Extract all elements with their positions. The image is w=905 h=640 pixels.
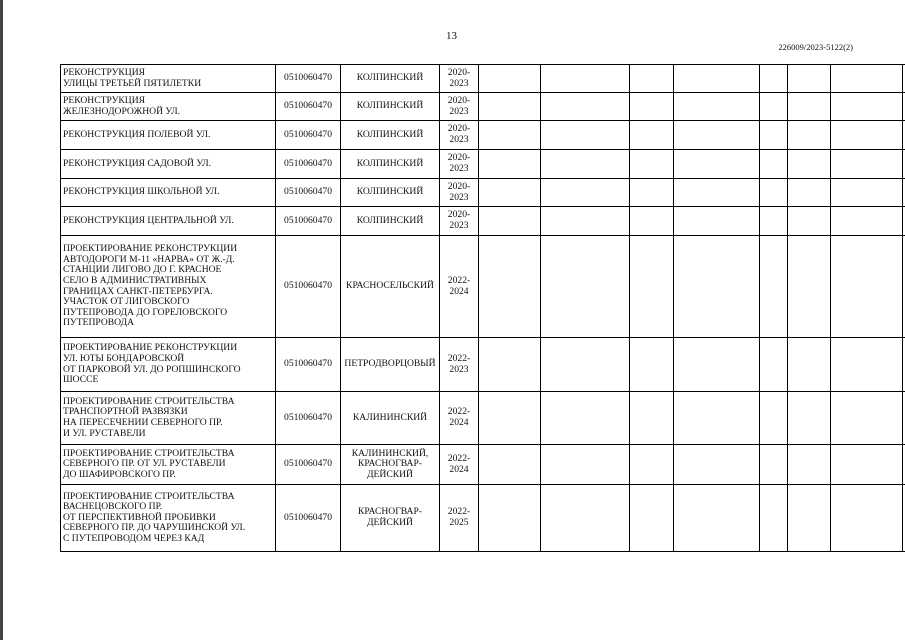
period-cell	[440, 150, 479, 179]
budget-code-cell: 0510060470	[276, 338, 341, 392]
empty-cell	[831, 65, 903, 93]
district-cell	[341, 338, 440, 392]
empty-cell	[831, 150, 903, 179]
project-name-cell-line: ОТ ПЕРСПЕКТИВНОЙ ПРОБИВКИ	[63, 511, 216, 523]
empty-cell	[630, 392, 674, 445]
project-name-cell	[61, 392, 276, 445]
period-cell-line: 2020-	[447, 152, 471, 164]
empty-cell	[479, 392, 541, 445]
empty-cell	[760, 93, 788, 121]
district-cell-line: КОЛПИНСКИЙ	[356, 186, 424, 198]
empty-cell	[541, 485, 630, 552]
project-name-cell	[61, 445, 276, 485]
empty-cell	[831, 338, 903, 392]
period-cell-line: 2023	[449, 77, 469, 89]
period-cell-line: 2023	[449, 163, 469, 174]
district-cell	[341, 121, 440, 150]
period-cell	[440, 445, 479, 485]
empty-cell	[674, 207, 760, 236]
period-cell-line: 2020-	[447, 94, 471, 106]
budget-code-cell: 0510060470	[276, 485, 341, 552]
district-cell-line: ПЕТРОДВОРЦОВЫЙ	[344, 358, 436, 370]
project-name-cell	[61, 236, 276, 338]
budget-code-cell: 0510060470	[276, 207, 341, 236]
project-name-cell	[61, 121, 276, 150]
period-cell-line: 2024	[449, 463, 469, 475]
budget-code-cell: 0510060470	[276, 121, 341, 150]
empty-cell	[479, 236, 541, 338]
project-name-cell-line: РЕКОНСТРУКЦИЯ ПОЛЕВОЙ УЛ.	[63, 128, 211, 140]
empty-cell	[674, 338, 760, 392]
empty-cell	[760, 485, 788, 552]
empty-cell	[479, 150, 541, 179]
empty-cell	[788, 121, 831, 150]
project-name-cell	[61, 338, 276, 392]
period-cell-line: 2024	[449, 285, 469, 297]
empty-cell	[674, 121, 760, 150]
empty-cell	[541, 207, 630, 236]
budget-code-cell: 0510060470	[276, 236, 341, 338]
district-cell-line: КРАСНОСЕЛЬСКИЙ	[346, 280, 434, 292]
empty-cell	[674, 392, 760, 445]
empty-cell	[788, 236, 831, 338]
project-name-cell-line: РЕКОНСТРУКЦИЯ	[63, 94, 146, 106]
budget-code-cell: 0510060470	[276, 179, 341, 207]
project-name-cell-line: ГРАНИЦАХ САНКТ-ПЕТЕРБУРГА.	[63, 285, 213, 297]
period-cell	[440, 236, 479, 338]
period-cell-line: 2023	[449, 134, 469, 145]
empty-cell	[541, 392, 630, 445]
project-name-cell-line: ПРОЕКТИРОВАНИЕ СТРОИТЕЛЬСТВА	[63, 490, 235, 502]
district-cell	[341, 485, 440, 552]
empty-cell	[541, 338, 630, 392]
empty-cell	[541, 121, 630, 150]
period-cell	[440, 338, 479, 392]
period-cell-line: 2023	[449, 363, 469, 375]
period-cell-line: 2020-	[447, 66, 471, 78]
project-name-cell-line: СЕВЕРНОГО ПР. ДО ЧАРУШИНСКОЙ УЛ.	[63, 522, 246, 534]
project-name-cell-line: АВТОДОРОГИ М-11 «НАРВА» ОТ Ж.-Д.	[63, 253, 235, 265]
district-cell-line: КОЛПИНСКИЙ	[356, 72, 424, 84]
empty-cell	[479, 445, 541, 485]
table-row	[61, 236, 905, 338]
page-number: 13	[446, 30, 457, 42]
empty-cell	[479, 93, 541, 121]
period-cell-line: 2025	[449, 517, 469, 528]
empty-cell	[630, 207, 674, 236]
empty-cell	[674, 93, 760, 121]
empty-cell	[630, 179, 674, 207]
district-cell	[341, 236, 440, 338]
empty-cell	[760, 150, 788, 179]
district-cell-line: КАЛИНИНСКИЙ,	[351, 447, 429, 459]
empty-cell	[788, 485, 831, 552]
period-cell	[440, 65, 479, 93]
project-name-cell-line: ШОССЕ	[63, 374, 99, 386]
period-cell	[440, 121, 479, 150]
budget-code-cell: 0510060470	[276, 93, 341, 121]
empty-cell	[788, 93, 831, 121]
period-cell-line: 2023	[449, 191, 469, 203]
empty-cell	[541, 150, 630, 179]
district-cell-line: КОЛПИНСКИЙ	[356, 100, 424, 112]
budget-code-cell: 0510060470	[276, 150, 341, 179]
table-row	[61, 121, 905, 150]
district-cell	[341, 150, 440, 179]
project-name-cell	[61, 179, 276, 207]
project-name-cell-line: ПУТЕПРОВОДА ДО ГОРЕЛОВСКОГО	[63, 306, 228, 318]
project-name-cell-line: РЕКОНСТРУКЦИЯ	[63, 66, 146, 78]
empty-cell	[831, 445, 903, 485]
document-reference: 226009/2023-5122(2)	[778, 42, 853, 52]
project-name-cell-line: ВАСНЕЦОВСКОГО ПР.	[63, 501, 163, 513]
project-name-cell-line: СТАНЦИИ ЛИГОВО ДО Г. КРАСНОЕ	[63, 264, 222, 276]
empty-cell	[541, 179, 630, 207]
period-cell-line: 2020-	[447, 180, 471, 192]
empty-cell	[831, 236, 903, 338]
table-row	[61, 207, 905, 236]
table-row	[61, 65, 905, 93]
project-name-cell-line: ПРОЕКТИРОВАНИЕ РЕКОНСТРУКЦИИ	[63, 342, 238, 354]
empty-cell	[831, 93, 903, 121]
empty-cell	[760, 65, 788, 93]
empty-cell	[760, 236, 788, 338]
empty-cell	[674, 65, 760, 93]
program-table	[60, 64, 905, 552]
period-cell-line: 2022-	[447, 274, 471, 286]
district-cell	[341, 207, 440, 236]
district-cell	[341, 65, 440, 93]
period-cell-line: 2022-	[447, 452, 471, 464]
empty-cell	[674, 485, 760, 552]
project-name-cell-line: СЕВЕРНОГО ПР. ОТ УЛ. РУСТАВЕЛИ	[63, 458, 226, 470]
empty-cell	[479, 179, 541, 207]
table-row	[61, 338, 905, 392]
period-cell	[440, 207, 479, 236]
project-name-cell	[61, 93, 276, 121]
project-name-cell-line: ТРАНСПОРТНОЙ РАЗВЯЗКИ	[63, 406, 188, 418]
budget-code-cell: 0510060470	[276, 65, 341, 93]
empty-cell	[674, 445, 760, 485]
empty-cell	[760, 179, 788, 207]
period-cell-line: 2023	[449, 220, 469, 231]
empty-cell	[479, 121, 541, 150]
empty-cell	[541, 93, 630, 121]
project-name-cell-line: УЧАСТОК ОТ ЛИГОВСКОГО	[63, 296, 190, 308]
period-cell-line: 2023	[449, 105, 469, 117]
project-name-cell-line: И УЛ. РУСТАВЕЛИ	[63, 427, 146, 439]
empty-cell	[831, 392, 903, 445]
empty-cell	[760, 207, 788, 236]
district-cell	[341, 179, 440, 207]
empty-cell	[788, 207, 831, 236]
empty-cell	[760, 445, 788, 485]
empty-cell	[831, 179, 903, 207]
scan-edge	[0, 0, 3, 640]
project-name-cell-line: РЕКОНСТРУКЦИЯ ШКОЛЬНОЙ УЛ.	[63, 186, 220, 198]
project-name-cell-line: НА ПЕРЕСЕЧЕНИИ СЕВЕРНОГО ПР.	[63, 417, 223, 428]
empty-cell	[674, 179, 760, 207]
table-row	[61, 392, 905, 445]
empty-cell	[630, 445, 674, 485]
empty-cell	[541, 236, 630, 338]
empty-cell	[630, 93, 674, 121]
project-name-cell-line: С ПУТЕПРОВОДОМ ЧЕРЕЗ КАД	[63, 532, 205, 544]
district-cell	[341, 445, 440, 485]
table-row	[61, 150, 905, 179]
district-cell-line: ДЕЙСКИЙ	[367, 517, 413, 528]
empty-cell	[479, 485, 541, 552]
table-row	[61, 93, 905, 121]
empty-cell	[788, 179, 831, 207]
project-name-cell-line: СЕЛО В АДМИНИСТРАТИВНЫХ	[63, 274, 207, 286]
project-name-cell-line: ЖЕЛЕЗНОДОРОЖНОЙ УЛ.	[63, 105, 181, 117]
empty-cell	[760, 338, 788, 392]
project-name-cell-line: РЕКОНСТРУКЦИЯ САДОВОЙ УЛ.	[63, 157, 212, 169]
period-cell-line: 2022-	[447, 406, 471, 418]
district-cell	[341, 93, 440, 121]
empty-cell	[788, 65, 831, 93]
period-cell-line: 2020-	[447, 123, 471, 135]
project-name-cell-line: ДО ШАФИРОВСКОГО ПР.	[63, 468, 176, 480]
period-cell	[440, 93, 479, 121]
district-cell-line: КАЛИНИНСКИЙ	[352, 411, 428, 423]
table-row	[61, 445, 905, 485]
table-row	[61, 179, 905, 207]
project-name-cell-line: РЕКОНСТРУКЦИЯ ЦЕНТРАЛЬНОЙ УЛ.	[63, 214, 234, 226]
empty-cell	[831, 121, 903, 150]
empty-cell	[630, 236, 674, 338]
period-cell-line: 2024	[449, 417, 469, 428]
empty-cell	[479, 65, 541, 93]
district-cell-line: КРАСНОГВАР-	[357, 506, 422, 518]
project-name-cell-line: ПРОЕКТИРОВАНИЕ РЕКОНСТРУКЦИИ	[63, 243, 238, 255]
empty-cell	[760, 392, 788, 445]
empty-cell	[831, 485, 903, 552]
period-cell	[440, 179, 479, 207]
period-cell-line: 2020-	[447, 209, 471, 221]
empty-cell	[831, 207, 903, 236]
district-cell-line: КРАСНОГВАР-	[357, 458, 422, 470]
empty-cell	[674, 236, 760, 338]
district-cell	[341, 392, 440, 445]
empty-cell	[541, 445, 630, 485]
period-cell	[440, 485, 479, 552]
period-cell-line: 2022-	[447, 352, 471, 364]
empty-cell	[674, 150, 760, 179]
project-name-cell-line: УЛ. ЮТЫ БОНДАРОВСКОЙ	[63, 352, 185, 364]
project-name-cell-line: ПРОЕКТИРОВАНИЕ СТРОИТЕЛЬСТВА	[63, 395, 235, 407]
empty-cell	[630, 65, 674, 93]
district-cell-line: КОЛПИНСКИЙ	[356, 128, 424, 140]
project-name-cell-line: ПРОЕКТИРОВАНИЕ СТРОИТЕЛЬСТВА	[63, 447, 235, 459]
period-cell	[440, 392, 479, 445]
empty-cell	[788, 338, 831, 392]
empty-cell	[630, 121, 674, 150]
empty-cell	[479, 338, 541, 392]
project-name-cell-line: ОТ ПАРКОВОЙ УЛ. ДО РОПШИНСКОГО	[63, 363, 241, 375]
project-name-cell	[61, 150, 276, 179]
project-name-cell	[61, 207, 276, 236]
empty-cell	[788, 392, 831, 445]
project-name-cell-line: ПУТЕПРОВОДА	[63, 317, 135, 329]
project-name-cell	[61, 485, 276, 552]
project-name-cell-line: УЛИЦЫ ТРЕТЬЕЙ ПЯТИЛЕТКИ	[63, 77, 202, 89]
empty-cell	[630, 150, 674, 179]
empty-cell	[760, 121, 788, 150]
empty-cell	[788, 445, 831, 485]
district-cell-line: ДЕЙСКИЙ	[367, 468, 413, 480]
district-cell-line: КОЛПИНСКИЙ	[356, 214, 424, 226]
empty-cell	[630, 338, 674, 392]
table-row	[61, 485, 905, 552]
empty-cell	[479, 207, 541, 236]
empty-cell	[788, 150, 831, 179]
district-cell-line: КОЛПИНСКИЙ	[356, 157, 424, 169]
budget-code-cell: 0510060470	[276, 445, 341, 485]
project-name-cell	[61, 65, 276, 93]
period-cell-line: 2022-	[447, 506, 471, 518]
budget-code-cell: 0510060470	[276, 392, 341, 445]
empty-cell	[630, 485, 674, 552]
empty-cell	[541, 65, 630, 93]
